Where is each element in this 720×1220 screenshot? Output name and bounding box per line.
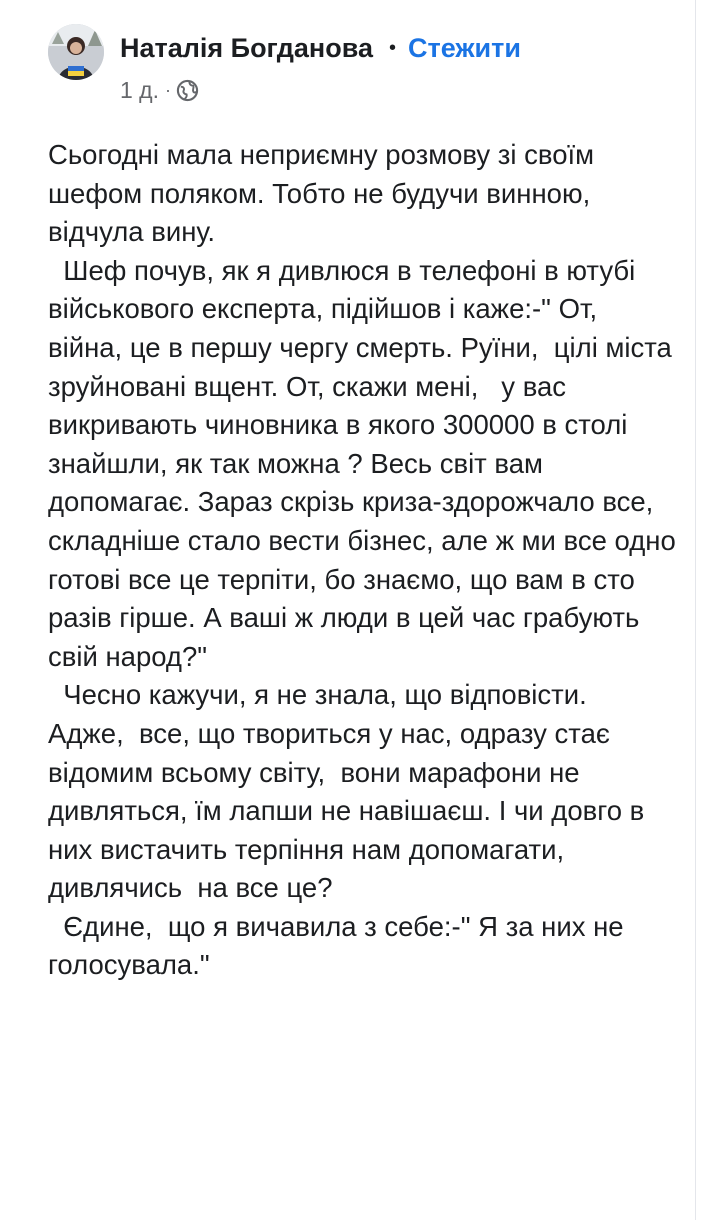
follow-button[interactable]: Стежити	[408, 32, 521, 63]
post-header	[48, 24, 680, 104]
post-paragraph: Єдине, що я вичавила з себе:-" Я за них не голосувала."	[48, 910, 632, 981]
post-meta	[120, 76, 199, 104]
post-paragraph: Чесно кажучи, я не знала, що відповісти.	[48, 679, 587, 711]
post-paragraph: Шеф почув, як я дивлюся в телефоні в ютубі військового експерта, підійшов і каже:-" От, війна, це в першу чергу смерть. Руїни, цілі міста зруйновані вщент. От, скажи мені, у вас викривають чиновника в якого 300000 в столі знайшли, як так можна ? Весь світ вам допомагає. Зараз скрізь криза-здорожчало все, складніше стало вести бізнес, але ж ми все одно готові все це терпіти, бо знаємо, що вам в сто разів гірше. А ваші ж люди в цей час грабують свій народ?"	[48, 254, 684, 672]
page-edge-divider	[695, 0, 696, 1220]
author-name[interactable]: Наталія Богданова	[120, 32, 373, 63]
author-row	[120, 32, 521, 64]
post-paragraph: Адже, все, що твориться у нас, одразу стає відомим всьому світу, вони марафони не дивляться, їм лапши не навішаєш. І чи довго в них вистачить терпіння нам допомагати, дивлячись на все це?	[48, 717, 652, 904]
globe-icon[interactable]	[176, 79, 199, 102]
avatar[interactable]	[48, 24, 104, 80]
post-paragraph: Сьогодні мала неприємну розмову зі своїм шефом поляком. Тобто не будучи винною, відчула вину.	[48, 139, 602, 248]
post-text	[48, 136, 684, 985]
avatar-photo	[48, 24, 104, 80]
post-timestamp[interactable]: 1 д.	[120, 76, 159, 103]
header-separator: •	[389, 36, 397, 59]
meta-separator: ·	[165, 79, 171, 100]
